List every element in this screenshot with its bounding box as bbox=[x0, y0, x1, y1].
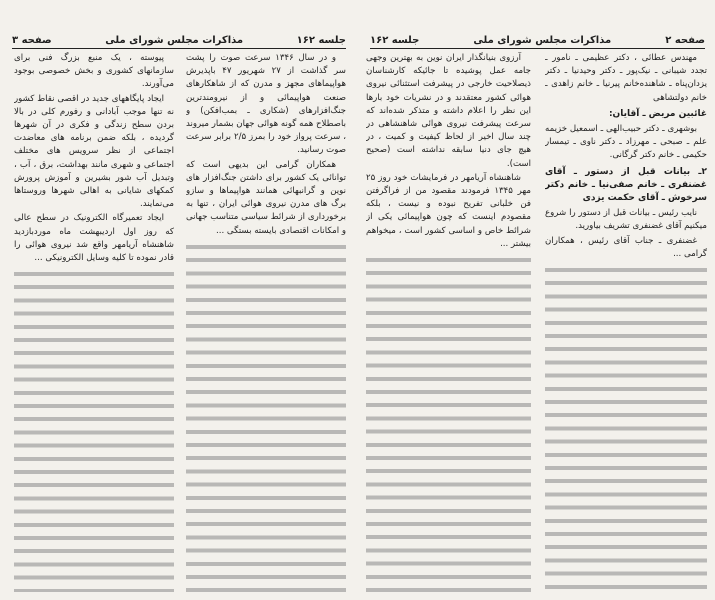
illegible-text-lines bbox=[366, 254, 531, 592]
text-column bbox=[545, 52, 707, 592]
illegible-text-lines bbox=[14, 268, 174, 592]
paragraph: مهندس عطائی ، دکتر عظیمی ـ نامور ـ تجدد شیبانی ـ نیک‌پور ـ دکتر وحیدنیا ـ دکتر یزدان‌پناه ـ شاهنده‌خانم پیرنیا ـ خانم زاهدی ـ خانم دولتشاهی bbox=[545, 53, 707, 103]
page-3 bbox=[0, 0, 356, 600]
paragraph: ایجاد پایگاههای جدید در اقصی نقاط کشور نه تنها موجب آبادانی و رفورم کلی در بالا بردن سطح زندگی و فکری در آن شهرها گردیده ، بلکه ضمن برنامه های معاضدت اجتماعی از نظر سرویس های مختلف اجتماعی و شهری مانند بهداشت، برق ، آب ، وتبدیل آب شور بشیرین و آموزش پرورش کمکهای شایانی به اهالی شهرها وروستاها می‌نمایند. bbox=[14, 93, 174, 210]
paragraph: همکاران گرامی این بدیهی است که توانائی یک کشور برای داشتن جنگ‌افزار های نوین و گرانبهائی همانند هواپیماها و سازو برگ های مدرن نیروی هوائی ایران ، تنها به برخورداری از شرائط سیاسی متناسب جهانی و امکانات اقتصادی بایسته بستگی ... bbox=[186, 159, 346, 236]
text-column bbox=[366, 52, 531, 592]
session-number: جلسه ۱۶۲ bbox=[370, 35, 420, 46]
page-header bbox=[12, 30, 346, 49]
text-column bbox=[186, 52, 346, 592]
publication-title: مذاکرات مجلس شورای ملی bbox=[473, 35, 612, 46]
publication-title: مذاکرات مجلس شورای ملی bbox=[105, 35, 244, 46]
page-2 bbox=[358, 0, 715, 600]
illegible-text-lines bbox=[186, 241, 346, 592]
section-heading: ۲ـ بیانات قبل از دستور ـ آقای غضنفری ـ خانم صفی‌نیا ـ خانم دکتر سرخوش ـ آقای حکمت یزدی bbox=[545, 166, 707, 204]
paragraph: و در سال ۱۳۴۶ سرعت صوت را پشت سر گذاشت از ۲۷ شهریور ۴۷ باپذیرش هواپیماهای مجهز و مدرن که از شاهکارهای صنعت هواپیمائی و از نیرومندترین جنگ‌افزارهای (شکاری ـ بمب‌افکن) و باصطلاح همه گونه هوائی جهان بشمار میروند ، سرعت پرواز خود را بمرز ۲/۵ برابر سرعت صوت رسانید. bbox=[186, 53, 346, 156]
paragraph: ایجاد تعمیرگاه الکترونیک در سطح عالی که روز اول اردیبهشت ماه موردبازدید شاهنشاه آریامهر واقع شد نیروی هوائی را قادر نموده تا کلیه وسایل الکترونیکی ... bbox=[14, 213, 174, 264]
page-header bbox=[370, 30, 705, 49]
text-column bbox=[14, 52, 174, 592]
illegible-text-lines bbox=[545, 264, 707, 592]
paragraph: آرزوی بنیانگذار ایران نوین به بهترین وجهی جامه عمل پوشیده تا جائیکه کارشناسان ذیصلاحیت خارجی در پیشرفت استثنائی نیروی هوائی کشور معتقدند و در نشریات خود بارها این نظر را اعلام داشته و متذکر شده‌اند که سرعت پیشرفت نیروی هوائی شاهنشاهی در چند سال اخیر از لحاظ کیفیت و کمیت ، در هیچ جای دنیا سابقه نداشته است (صحیح است). bbox=[366, 53, 531, 169]
section-heading: غائبین مریض ـ آقایان: bbox=[608, 108, 707, 119]
paragraph: غضنفری ـ جناب آقای رئیس ، همکاران گرامی ... bbox=[545, 235, 707, 259]
session-number: جلسه ۱۶۲ bbox=[296, 35, 346, 46]
paragraph: نایب رئیس ـ بیانات قبل از دستور را شروع میکنیم آقای غضنفری تشریف بیاورید. bbox=[545, 208, 707, 232]
page-number: صفحه ۲ bbox=[665, 35, 705, 46]
paragraph: پیوسته ، یک منبع بزرگ فنی برای سازمانهای کشوری و بخش خصوصی بوجود می‌آورند. bbox=[14, 53, 174, 90]
paragraph: شاهنشاه آریامهر در فرمایشات خود روز ۲۵ مهر ۱۳۴۵ فرمودند مقصود من از فراگرفتن فن خلبانی تفریح نبوده و نیست ، بلکه مقصودم اینست که چون هواپیمائی یکی از شرائط خاص و اساسی کشور است ، میخواهم بیشتر ... bbox=[366, 172, 531, 249]
page-number: صفحه ۳ bbox=[12, 35, 52, 46]
paragraph: بوشهری ـ دکتر حبیب‌الهی ـ اسمعیل خزیمه علم ـ صبحی ـ مهرزاد ـ دکتر ناوی ـ تیمسار حکیمی ـ خانم دکتر گرگانی. bbox=[545, 124, 707, 161]
